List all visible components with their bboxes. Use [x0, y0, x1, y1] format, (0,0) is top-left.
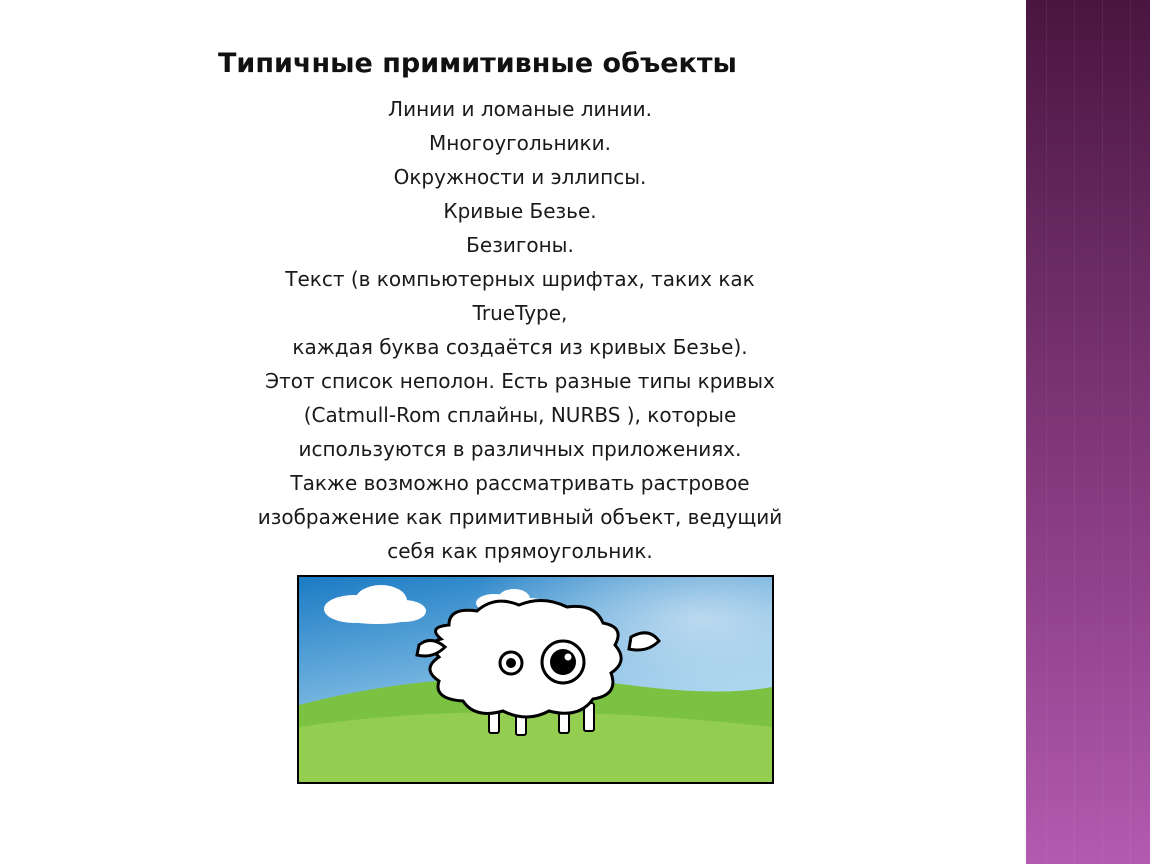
- body-line: Безигоны.: [466, 233, 574, 257]
- cartoon-sheep-illustration: [297, 575, 774, 784]
- body-line: Окружности и эллипсы.: [393, 165, 647, 189]
- body-line: Многоугольники.: [429, 131, 611, 155]
- body-line: TrueType,: [472, 301, 568, 325]
- decorative-side-panel: [1026, 0, 1150, 864]
- slide-body: [200, 92, 840, 568]
- body-line: Линии и ломаные линии.: [388, 97, 652, 121]
- body-line: Этот список неполон. Есть разные типы кривых: [265, 369, 775, 393]
- body-line: Текст (в компьютерных шрифтах, таких как: [285, 267, 755, 291]
- body-line: используются в различных приложениях.: [298, 437, 742, 461]
- cartoon-sheep-icon: [299, 577, 772, 782]
- body-line: Кривые Безье.: [443, 199, 597, 223]
- body-line: себя как прямоугольник.: [387, 539, 653, 563]
- slide-title: Типичные примитивные объекты: [218, 48, 737, 79]
- body-line: каждая буква создаётся из кривых Безье).: [292, 335, 748, 359]
- body-line: изображение как примитивный объект, ведущий: [257, 505, 783, 529]
- body-line: (Catmull-Rom сплайны, NURBS ), которые: [303, 403, 737, 427]
- body-line: Также возможно рассматривать растровое: [290, 471, 750, 495]
